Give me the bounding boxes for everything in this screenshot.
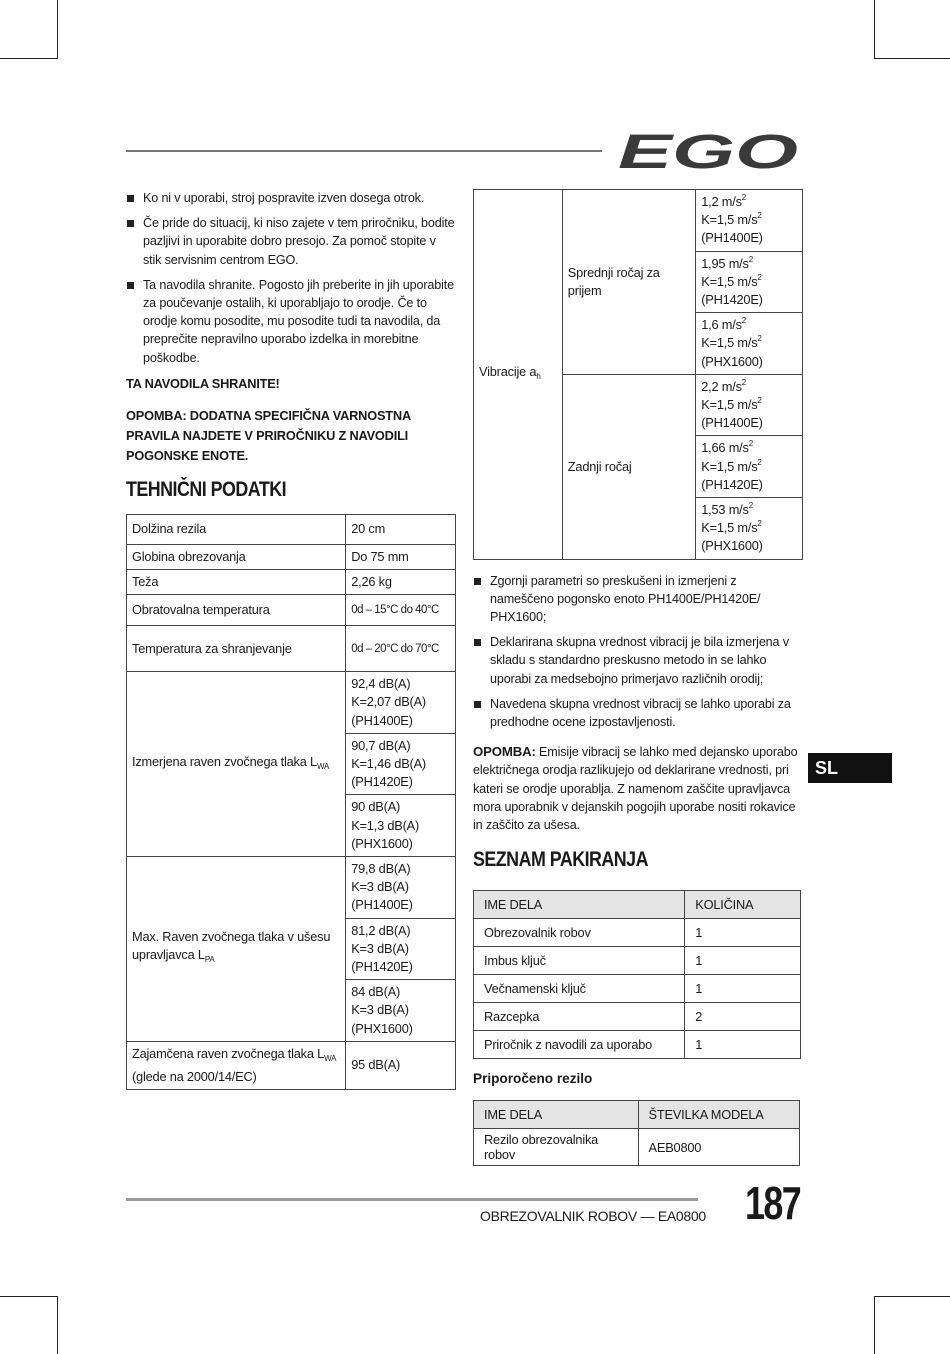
value-text: K=1,5 m/s [701, 273, 758, 289]
crop-mark [874, 58, 950, 59]
value-line: K=1,3 dB(A) [351, 817, 420, 833]
left-column [126, 189, 456, 1090]
vib-main-label: Vibracije a [479, 363, 537, 379]
value-line: K=3 dB(A) [351, 1002, 409, 1018]
value-text: 1,2 m/s [701, 194, 742, 209]
value-line: (PH1400E) [701, 415, 763, 431]
blade-model: AEB0800 [638, 1129, 799, 1166]
guar-sub: WA [324, 1053, 337, 1063]
table-row [474, 975, 801, 1003]
value-line: (PH1420E) [701, 292, 763, 308]
value-line: 81,2 dB(A) [351, 922, 411, 938]
bullet-item: Zgornji parametri so preskušeni in izmerjeni z nameščeno pogonsko enoto PH1400E/PH1420E/ PHX1600; [473, 572, 803, 627]
superscript: 2 [757, 334, 762, 344]
superscript: 2 [757, 211, 762, 221]
table-row [474, 1129, 800, 1166]
value-text: K=1,5 m/s [701, 212, 758, 228]
tech-label [127, 672, 346, 857]
value-line: (PH1400E) [351, 897, 413, 913]
value-text: 2,2 m/s [701, 378, 742, 394]
value-line: (PH1420E) [351, 959, 413, 975]
tech-value: 0d – 20°C do 70°C [346, 626, 456, 672]
crop-mark [0, 1296, 58, 1297]
table-row [474, 947, 801, 975]
tech-value: 0d – 15°C do 40°C [346, 595, 456, 626]
tech-title: TEHNIČNI PODATKI [126, 477, 287, 501]
bullet-item: Deklarirana skupna vrednost vibracij je bila izmerjena v skladu s standardno preskusno metodo in se lahko uporabi za medsebojno primerjavo različnih orodij; [473, 633, 803, 688]
safety-bullets [126, 189, 456, 367]
value-line: K=3 dB(A) [351, 879, 409, 895]
part-name: Imbus ključ [474, 947, 685, 975]
crop-mark [874, 0, 875, 59]
value-line [701, 519, 797, 537]
value-text: K=1,5 m/s [701, 397, 758, 413]
right-column [473, 189, 803, 1166]
guar-label-b: (glede na 2000/14/EC) [132, 1069, 257, 1085]
table-row [127, 570, 456, 595]
value-line [701, 255, 797, 273]
vib-handle-rear: Zadnji ročaj [562, 374, 695, 559]
crop-mark [874, 1296, 950, 1297]
tech-label [127, 1041, 346, 1089]
value-line: (PHX1600) [351, 1020, 413, 1036]
table-row [127, 672, 456, 734]
ego-logo [618, 128, 800, 177]
value-text: 1,53 m/s [701, 502, 749, 518]
tech-table [126, 514, 456, 1090]
vibration-table [473, 189, 803, 560]
value-line: (PHX1600) [701, 353, 763, 369]
value-line: 90 dB(A) [351, 799, 401, 815]
value-line [701, 334, 797, 352]
crop-mark [874, 1296, 875, 1354]
value-text: K=1,5 m/s [701, 458, 758, 474]
table-row [127, 626, 456, 672]
blade-name: Rezilo obrezovalnika robov [474, 1129, 639, 1166]
part-name: Večnamenski ključ [474, 975, 685, 1003]
superscript: 2 [757, 519, 762, 529]
vibration-bullets [473, 572, 803, 732]
superscript: 2 [741, 377, 747, 387]
value-line: K=1,46 dB(A) [351, 756, 426, 772]
crop-mark [57, 1296, 58, 1354]
save-notice: TA NAVODILA SHRANITE! [126, 375, 280, 391]
table-row [474, 1003, 801, 1031]
table-row [127, 857, 456, 919]
superscript: 2 [757, 457, 762, 467]
table-row [474, 919, 801, 947]
value-line: K=3 dB(A) [351, 940, 409, 956]
value-line: (PH1400E) [351, 712, 413, 728]
footer-rule [126, 1198, 698, 1201]
page-number: 187 [745, 1177, 801, 1229]
superscript: 2 [741, 193, 747, 202]
value-line: (PHX1600) [701, 538, 763, 554]
tech-value: 20 cm [346, 514, 456, 544]
table-row [474, 1031, 801, 1059]
opomba-bold: OPOMBA: [473, 744, 536, 760]
value-text: 1,95 m/s [701, 255, 749, 271]
language-tab: SL [808, 753, 892, 783]
value-line [701, 501, 797, 519]
vib-value [696, 498, 803, 560]
superscript: 2 [748, 254, 753, 264]
table-row [127, 595, 456, 626]
blade-title: Priporočeno rezilo [473, 1071, 593, 1087]
tech-value: 2,26 kg [346, 570, 456, 595]
value-line [701, 211, 797, 229]
tech-value [346, 733, 456, 795]
value-line [701, 458, 797, 476]
logo-text: EGO [618, 128, 798, 172]
value-line: 79,8 dB(A) [351, 861, 411, 877]
table-header-row [474, 1101, 800, 1129]
vib-value [696, 374, 803, 436]
vib-handle-front: Sprednji ročaj za prijem [562, 190, 695, 375]
value-line: 84 dB(A) [351, 984, 401, 1000]
tech-value [346, 857, 456, 919]
tech-value: Do 75 mm [346, 544, 456, 569]
value-line [701, 378, 797, 396]
vib-sub: h [536, 371, 541, 381]
column-header: KOLIČINA [685, 891, 801, 919]
vib-value [696, 436, 803, 498]
tech-label: Temperatura za shranjevanje [127, 626, 346, 672]
opomba-caps: OPOMBA: DODATNA SPECIFIČNA VARNOSTNA PRAVILA NAJDETE V PRIROČNIKU Z NAVODILI POGONSKE ENOTE. [126, 407, 411, 463]
lpa-sub: PA [204, 955, 215, 965]
vib-value [696, 251, 803, 313]
superscript: 2 [741, 316, 747, 326]
table-row [474, 190, 803, 252]
part-qty: 1 [685, 1031, 801, 1059]
table-header-row [474, 891, 801, 919]
crop-mark [57, 0, 58, 59]
superscript: 2 [757, 272, 762, 282]
value-line: 92,4 dB(A) [351, 676, 411, 692]
value-line [701, 396, 797, 414]
value-line: (PHX1600) [351, 835, 413, 851]
vib-label [474, 190, 563, 560]
value-line [701, 193, 797, 211]
tech-label [127, 857, 346, 1042]
superscript: 2 [748, 501, 753, 511]
value-line [701, 316, 797, 334]
vib-value [696, 313, 803, 375]
value-text: 1,6 m/s [701, 317, 742, 333]
crop-mark [0, 58, 58, 59]
bullet-item: Navedena skupna vrednost vibracij se lahko uporabi za predhodne ocene izpostavljenosti. [473, 695, 803, 731]
guar-label: Zajamčena raven zvočnega tlaka L [132, 1045, 325, 1061]
lwa-label: Izmerjena raven zvočnega tlaka L [132, 753, 317, 769]
tech-value: 95 dB(A) [346, 1041, 456, 1089]
superscript: 2 [748, 439, 753, 449]
opomba-note [473, 743, 803, 834]
pack-table [473, 890, 801, 1059]
value-text: 1,66 m/s [701, 440, 749, 456]
value-line [701, 273, 797, 291]
lpa-label: Max. Raven zvočnega tlaka v ušesu upravljavca L [132, 929, 331, 963]
value-line: 90,7 dB(A) [351, 737, 411, 753]
bullet-item: Ta navodila shranite. Pogosto jih preberite in jih uporabite za poučevanje ostalih, ki uporabljajo to orodje. Če to orodje komu posodite, mu posodite tudi ta navodila, da preprečite nepravilno uporabo izdelka in morebitne poškodbe. [126, 276, 456, 367]
bullet-item: Ko ni v uporabi, stroj pospravite izven dosega otrok. [126, 189, 456, 207]
table-row [127, 544, 456, 569]
value-text: K=1,5 m/s [701, 520, 758, 536]
part-name: Razcepka [474, 1003, 685, 1031]
vib-value [696, 190, 803, 252]
value-line: (PH1400E) [701, 230, 763, 246]
tech-value [346, 918, 456, 980]
column-header: IME DELA [474, 1101, 639, 1129]
pack-title: SEZNAM PAKIRANJA [473, 848, 648, 872]
column-header: IME DELA [474, 891, 685, 919]
value-line [701, 439, 797, 457]
part-name: Priročnik z navodili za uporabo [474, 1031, 685, 1059]
part-qty: 1 [685, 947, 801, 975]
part-name: Obrezovalnik robov [474, 919, 685, 947]
tech-label: Teža [127, 570, 346, 595]
part-qty: 2 [685, 1003, 801, 1031]
tech-value [346, 672, 456, 734]
table-row [127, 1041, 456, 1089]
footer-title: OBREZOVALNIK ROBOV — EA0800 [480, 1208, 706, 1224]
value-line: (PH1420E) [701, 476, 763, 492]
part-qty: 1 [685, 975, 801, 1003]
tech-label: Obratovalna temperatura [127, 595, 346, 626]
tech-label: Dolžina rezila [127, 514, 346, 544]
tech-label: Globina obrezovanja [127, 544, 346, 569]
column-header: ŠTEVILKA MODELA [638, 1101, 799, 1129]
table-row [127, 514, 456, 544]
value-line: K=2,07 dB(A) [351, 694, 426, 710]
lwa-sub: WA [316, 761, 330, 771]
blade-table [473, 1100, 800, 1166]
tech-value [346, 980, 456, 1042]
value-text: K=1,5 m/s [701, 335, 758, 351]
opomba-text: Emisije vibracij se lahko med dejansko uporabo električnega orodja razlikujejo od deklarirane vrednosti, pri kateri se orodje uporablja. Z namenom zaščite upravljavca mora uporabnik v dejanskih pogojih uporabe nositi rokavice in zaščito za ušesa. [473, 745, 798, 833]
part-qty: 1 [685, 919, 801, 947]
tech-value [346, 795, 456, 857]
value-line: (PH1420E) [351, 774, 413, 790]
bullet-item: Če pride do situacij, ki niso zajete v tem priročniku, bodite pazljivi in uporabite dobro presojo. Za pomoč stopite v stik servisnim centrom EGO. [126, 214, 456, 269]
superscript: 2 [757, 396, 762, 406]
header-rule [126, 150, 602, 152]
